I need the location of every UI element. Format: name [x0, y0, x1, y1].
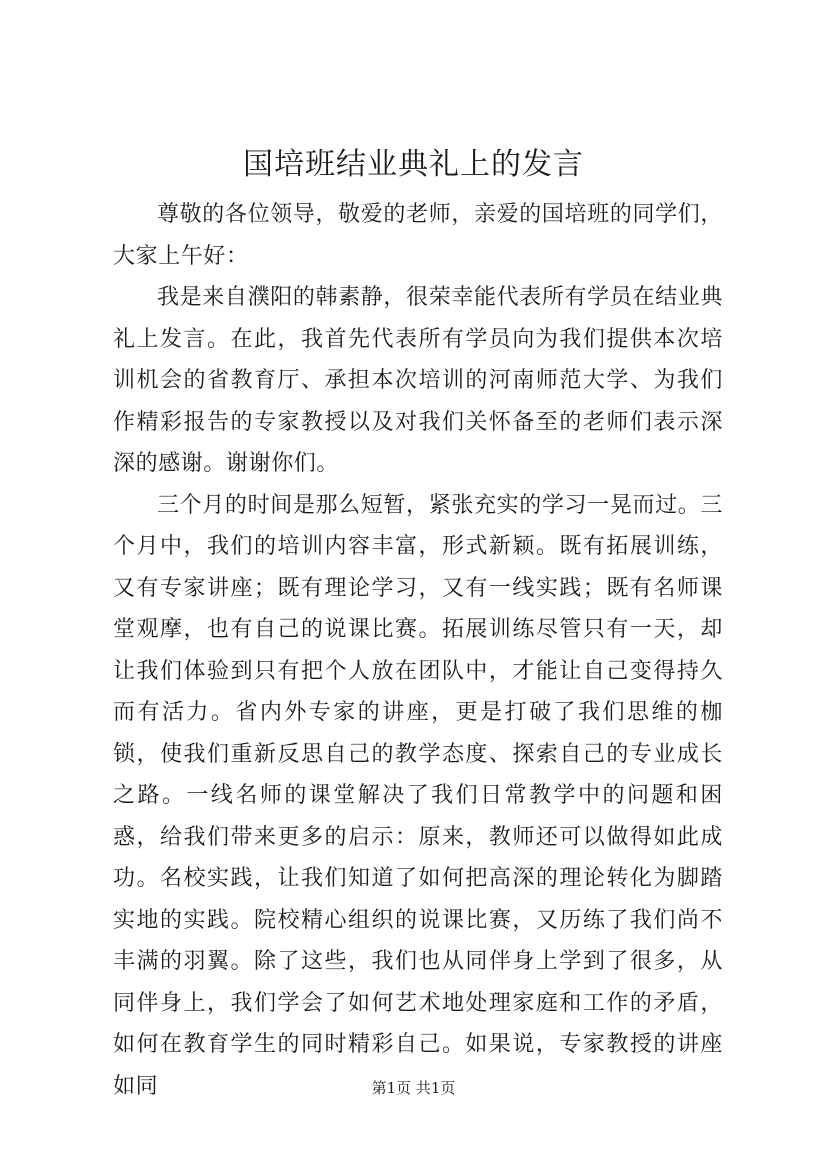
page-footer: 第1页 共1页 — [371, 1079, 456, 1097]
paragraph-introduction: 我是来自濮阳的韩素静，很荣幸能代表所有学员在结业典礼上发言。在此，我首先代表所有学员向为我们提供本次培训机会的省教育厅、承担本次培训的河南师范大学、为我们作精彩报告的专家教授以及对我们关怀备至的老师们表示深深的感谢。谢谢你们。 — [113, 285, 723, 476]
document-body — [113, 194, 723, 1107]
paragraph-training-review: 三个月的时间是那么短暂，紧张充实的学习一晃而过。三个月中，我们的培训内容丰富，形式新颖。既有拓展训练，又有专家讲座；既有理论学习，又有一线实践；既有名师课堂观摩，也有自己的说课比赛。拓展训练尽管只有一天，却让我们体验到只有把个人放在团队中，才能让自己变得持久而有活力。省内外专家的讲座，更是打破了我们思维的枷锁，使我们重新反思自己的教学态度、探索自己的专业成长之路。一线名师的课堂解决了我们日常教学中的问题和困惑，给我们带来更多的启示：原来，教师还可以做得如此成功。名校实践，让我们知道了如何把高深的理论转化为脚踏实地的实践。院校精心组织的说课比赛，又历练了我们尚不丰满的羽翼。除了这些，我们也从同伴身上学到了很多，从同伴身上，我们学会了如何艺术地处理家庭和工作的矛盾，如何在教育学生的同时精彩自己。如果说，专家教授的讲座如同 — [113, 492, 723, 1099]
paragraph-greeting: 尊敬的各位领导，敬爱的老师，亲爱的国培班的同学们，大家上午好： — [113, 202, 723, 269]
document-title: 国培班结业典礼上的发言 — [243, 147, 584, 182]
